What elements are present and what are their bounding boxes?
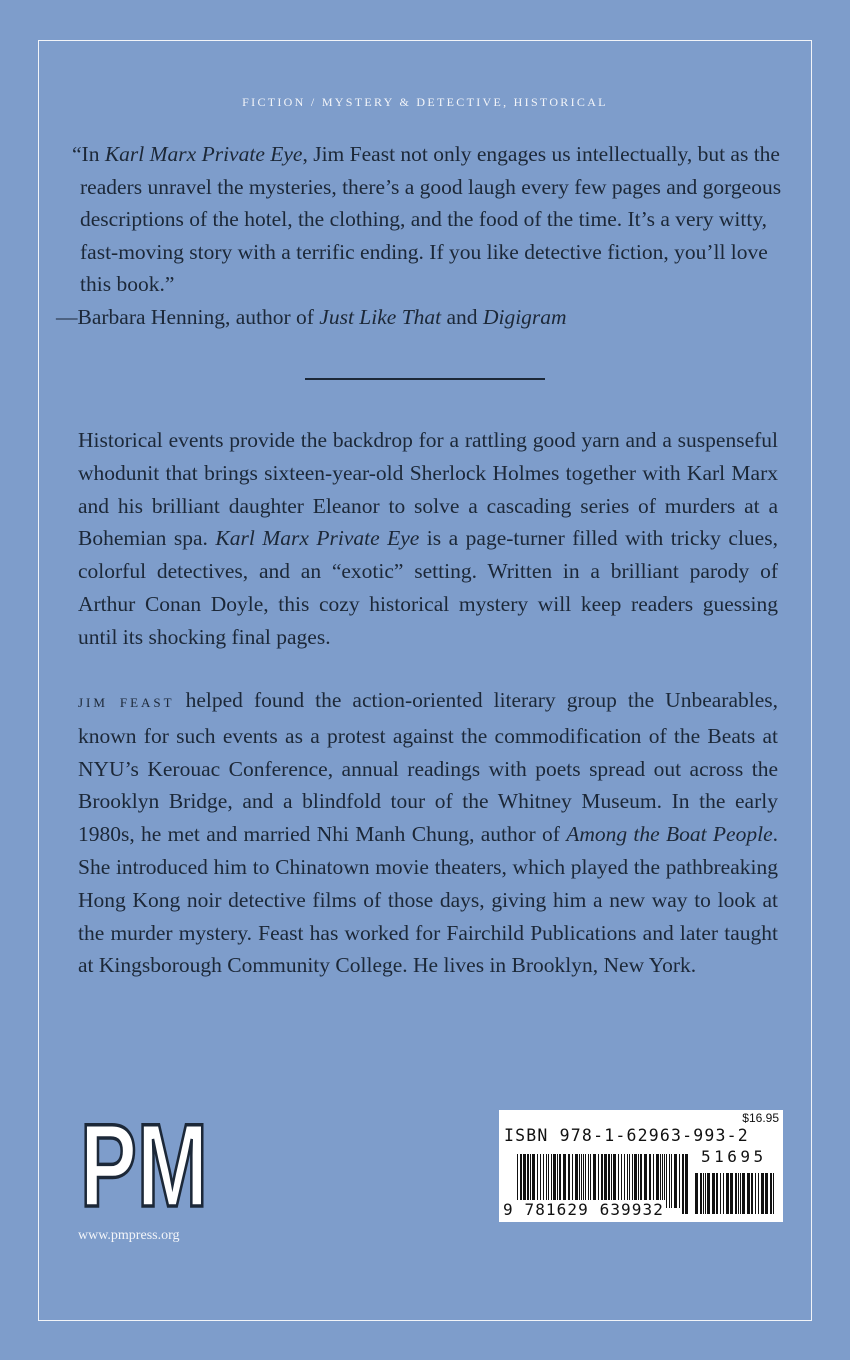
endorsement-quote <box>56 138 784 333</box>
barcode-bar <box>700 1173 702 1214</box>
barcode-bar <box>669 1154 670 1208</box>
barcode-bar <box>720 1173 721 1214</box>
barcode-bar <box>674 1154 677 1208</box>
barcode-bar <box>738 1173 739 1214</box>
ean-digits: 9 781629 639932 <box>503 1200 664 1219</box>
category-label: FICTION / MYSTERY & DETECTIVE, HISTORICAL <box>242 95 608 109</box>
barcode-bar <box>755 1173 756 1214</box>
barcode-bar <box>726 1173 729 1214</box>
quote-attribution: —Barbara Henning, author of Just Like That and Digigram <box>56 304 567 329</box>
barcode-bar <box>740 1173 741 1214</box>
author-bio: JIM FEAST helped found the action-oriented literary group the Unbearables, known for such events as a protest against the commodification of the Beats at NYU’s Kerouac Conference, annual readings with poets spread out across the Brooklyn Bridge, and a blindfold tour of the Whitney Museum. In the early 1980s, he met and married Nhi Manh Chung, author of Among the Boat People. She introduced him to Chinatown movie theaters, which played the pathbreaking Hong Kong noir detective films of those days, giving him a new way to look at the murder mystery. Feast has worked for Fairchild Publications and later taught at Kingsborough Community College. He lives in Brooklyn, New York. <box>78 688 778 978</box>
barcode-bar <box>707 1173 710 1214</box>
blurb-book-title: Karl Marx Private Eye <box>215 526 420 551</box>
barcode-bar <box>712 1173 715 1214</box>
barcode-bar <box>703 1173 704 1214</box>
barcode-bar <box>770 1173 772 1214</box>
barcode-bar <box>773 1173 774 1214</box>
barcode-bar <box>765 1173 768 1214</box>
pm-logo-text: PM <box>80 1100 208 1232</box>
barcode-bar <box>685 1154 688 1214</box>
bio-book-title: Among the Boat People <box>566 822 773 847</box>
isbn-barcode <box>499 1110 783 1222</box>
barcode-bar <box>679 1154 680 1208</box>
barcode-bar <box>682 1154 684 1214</box>
barcode-bar <box>735 1173 737 1214</box>
quote-book-title: Karl Marx Private Eye <box>104 142 303 166</box>
barcode-bar <box>716 1173 718 1214</box>
barcode-bar <box>747 1173 750 1214</box>
section-divider <box>305 378 545 380</box>
barcode-bar <box>671 1154 672 1208</box>
barcode-bar <box>723 1173 724 1214</box>
price-label: $16.95 <box>742 1111 779 1125</box>
author-name: JIM FEAST <box>78 695 175 710</box>
barcode-bar <box>751 1173 753 1214</box>
barcode-bar <box>695 1173 698 1214</box>
price-addon-digits: 51695 <box>701 1147 767 1166</box>
barcode-bar <box>758 1173 759 1214</box>
quote-text: “In Karl Marx Private Eye, Jim Feast not only engages us intellectually, but as the readers unravel the mysteries, there’s a good laugh every few pages and gorgeous descriptions of the hotel, the clothing, and the food of the time. It’s a very witty, fast-moving story with a terrific ending. If you like detective fiction, you’ll love this book.” <box>72 142 782 296</box>
publisher-website[interactable]: www.pmpress.org <box>78 1228 180 1243</box>
barcode-bar <box>666 1154 667 1208</box>
isbn-number: ISBN 978-1-62963-993-2 <box>504 1126 749 1145</box>
addon-bars <box>695 1173 777 1214</box>
barcode-bar <box>761 1173 764 1214</box>
barcode-bar <box>742 1173 745 1214</box>
barcode-bar <box>730 1173 733 1214</box>
book-description: Historical events provide the backdrop for a rattling good yarn and a suspenseful whodunit that brings sixteen-year-old Sherlock Holmes together with Karl Marx and his brilliant daughter Eleanor to solve a cascading series of murders at a Bohemian spa. Karl Marx Private Eye is a page-turner filled with tricky clues, colorful detectives, and an “exotic” setting. Written in a brilliant parody of Arthur Conan Doyle, this cozy historical mystery will keep readers guessing until its shocking final pages. <box>78 428 778 649</box>
barcode-bar <box>705 1173 706 1214</box>
pm-press-logo <box>78 1100 210 1232</box>
